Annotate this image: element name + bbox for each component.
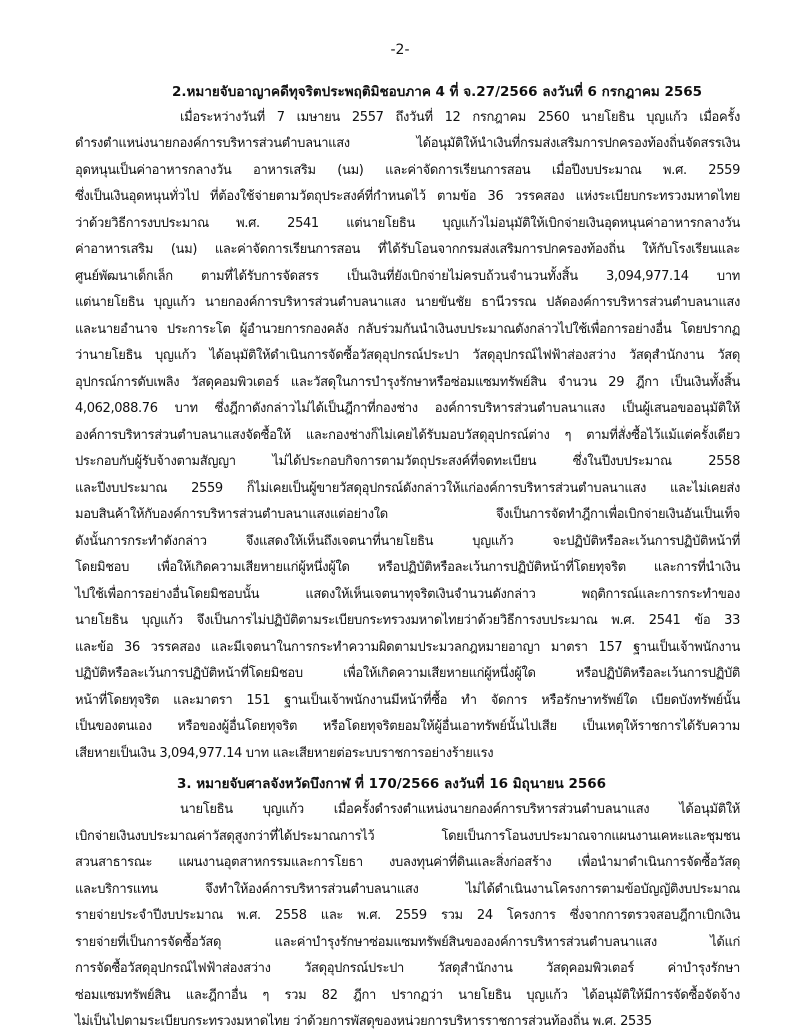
paragraph-line: อุดหนุนเป็นค่าอาหารกลางวัน อาหารเสริม (นม) และค่าจัดการเรียนการสอน เมื่อปีงบประมาณ พ.ศ. 2559 [75,163,740,178]
paragraph-line: ซึ่งเป็นเงินอุดหนุนทั่วไป ที่ต้องใช้จ่ายตามวัตถุประสงค์ที่กำหนดไว้ ตามข้อ 36 วรรคสอง แห่งระเบียบกระทรวงมหาดไทย [75,189,740,204]
paragraph-line: และข้อ 36 วรรคสอง และมีเจตนาในการกระทำความผิดตามประมวลกฎหมายอาญา มาตรา 157 ฐานเป็นเจ้าพนักงาน [75,640,740,655]
paragraph-line: ดำรงตำแหน่งนายกองค์การบริหารส่วนตำบลนาแสง ได้อนุมัติให้นำเงินที่กรมส่งเสริมการปกครองท้องถิ่นจัดสรรเงิน [75,136,740,151]
paragraph-line: เป็นของตนเอง หรือของผู้อื่นโดยทุจริต หรือโดยทุจริตยอมให้ผู้อื่นเอาทรัพย์นั้นไปเสีย เป็นเหตุให้ราชการได้รับความ [75,719,740,734]
paragraph-line: ซ่อมแซมทรัพย์สิน และฎีกาอื่น ๆ รวม 82 ฎีกา ปรากฏว่า นายโยธิน บุญแก้ว ได้อนุมัติให้มีการจัดซื้อจัดจ้าง [75,988,740,1003]
paragraph-line: 4,062,088.76 บาท ซึ่งฎีกาดังกล่าวไม่ได้เป็นฎีกาที่กองช่าง องค์การบริหารส่วนตำบลนาแสง เป็นผู้เสนอขออนุมัติให้ [75,401,740,416]
paragraph-line: มอบสินค้าให้กับองค์การบริหารส่วนตำบลนาแสงแต่อย่างใด จึงเป็นการจัดทำฎีกาเพื่อเบิกจ่ายเงินอันเป็นเท็จ [75,507,740,522]
paragraph-line: เมื่อระหว่างวันที่ 7 เมษายน 2557 ถึงวันที่ 12 กรกฎาคม 2560 นายโยธิน บุญแก้ว เมื่อครั้ง [180,110,740,125]
paragraph-line: สวนสาธารณะ แผนงานอุตสาหกรรมและการโยธา งบลงทุนค่าที่ดินและสิ่งก่อสร้าง เพื่อนำมาดำเนินการจัดซื้อวัสดุ [75,855,740,870]
paragraph-line: ปฏิบัติหรือละเว้นการปฏิบัติหน้าที่โดยมิชอบ เพื่อให้เกิดความเสียหายแก่ผู้หนึ่งผู้ใด หรือปฏิบัติหรือละเว้นการปฏิบัติ [75,666,740,681]
paragraph-line: ว่านายโยธิน บุญแก้ว ได้อนุมัติให้ดำเนินการจัดซื้อวัสดุอุปกรณ์ประปา วัสดุอุปกรณ์ไฟฟ้าส่องสว่าง วัสดุสำนักงาน วัสดุ [75,348,740,363]
section-2-heading: 2.หมายจับอาญาคดีทุจริตประพฤติมิชอบภาค 4 ที่ จ.27/2566 ลงวันที่ 6 กรกฎาคม 2565 [172,84,703,100]
paragraph-line: ประกอบกับผู้รับจ้างตามสัญญา ไม่ได้ประกอบกิจการตามวัตถุประสงค์ที่จดทะเบียน ซึ่งในปีงบประมาณ 2558 [75,454,740,469]
paragraph-line: การจัดซื้อวัสดุอุปกรณ์ไฟฟ้าส่องสว่าง วัสดุอุปกรณ์ประปา วัสดุสำนักงาน วัสดุคอมพิวเตอร์ ค่าบำรุงรักษา [75,961,740,976]
page-number: -2- [390,42,410,58]
paragraph-line: เบิกจ่ายเงินงบประมาณค่าวัสดุสูงกว่าที่ได้ประมาณการไว้ โดยเป็นการโอนงบประมาณจากแผนงานเคหะและชุมชน [75,829,740,844]
paragraph-line: และบริการแทน จึงทำให้องค์การบริหารส่วนตำบลนาแสง ไม่ได้ดำเนินงานโครงการตามข้อบัญญัติงบประมาณ [75,882,740,897]
paragraph-line: เสียหายเป็นเงิน 3,094,977.14 บาท และเสียหายต่อระบบราชการอย่างร้ายแรง [75,746,494,761]
paragraph-line: ไม่เป็นไปตามระเบียบกระทรวงมหาดไทย ว่าด้วยการพัสดุของหน่วยการบริหารราชการส่วนท้องถิ่น พ.ศ. 2535 [75,1014,652,1029]
paragraph-line: และปีงบประมาณ 2559 ก็ไม่เคยเป็นผู้ขายวัสดุอุปกรณ์ดังกล่าวให้แก่องค์การบริหารส่วนตำบลนาแสง และไม่เคยส่ง [75,481,740,496]
section-3-heading: 3. หมายจับศาลจังหวัดบึงกาฬ ที่ 170/2566 ลงวันที่ 16 มิถุนายน 2566 [177,776,607,792]
paragraph-line: นายโยธิน บุญแก้ว เมื่อครั้งดำรงตำแหน่งนายกองค์การบริหารส่วนตำบลนาแสง ได้อนุมัติให้ [180,802,740,817]
paragraph-line: โดยมิชอบ เพื่อให้เกิดความเสียหายแก่ผู้หนึ่งผู้ใด หรือปฏิบัติหรือละเว้นการปฏิบัติหน้าที่โดยทุจริต และการที่นำเงิน [75,560,740,575]
paragraph-line: แต่นายโยธิน บุญแก้ว นายกองค์การบริหารส่วนตำบลนาแสง นายขันชัย ธานีวรรณ ปลัดองค์การบริหารส่วนตำบลนาแสง [75,295,740,310]
paragraph-line: และนายอำนาจ ประการะโต ผู้อำนวยการกองคลัง กลับร่วมกันนำเงินงบประมาณดังกล่าวไปใช้เพื่อการอย่างอื่น โดยปรากฏ [75,322,740,337]
paragraph-line: ค่าอาหารเสริม (นม) และค่าจัดการเรียนการสอน ที่ได้รับโอนจากกรมส่งเสริมการปกครองท้องถิ่น ให้กับโรงเรียนและ [75,242,740,257]
paragraph-line: รายจ่ายที่เป็นการจัดซื้อวัสดุ และค่าบำรุงรักษาซ่อมแซมทรัพย์สินขององค์การบริหารส่วนตำบลนาแสง ได้แก่ [75,935,740,950]
paragraph-line: ศูนย์พัฒนาเด็กเล็ก ตามที่ได้รับการจัดสรร เป็นเงินที่ยังเบิกจ่ายไม่ครบถ้วนจำนวนทั้งสิ้น 3,094,977.14 บาท [75,269,740,284]
paragraph-line: ดังนั้นการกระทำดังกล่าว จึงแสดงให้เห็นถึงเจตนาที่นายโยธิน บุญแก้ว จะปฏิบัติหรือละเว้นการปฏิบัติหน้าที่ [75,534,740,549]
paragraph-line: ไปใช้เพื่อการอย่างอื่นโดยมิชอบนั้น แสดงให้เห็นเจตนาทุจริตเงินจำนวนดังกล่าว พฤติการณ์และการกระทำของ [75,587,740,602]
paragraph-line: อุปกรณ์การดับเพลิง วัสดุคอมพิวเตอร์ และวัสดุในการบำรุงรักษาหรือซ่อมแซมทรัพย์สิน จำนวน 29 ฎีกา เป็นเงินทั้งสิ้น [75,375,740,390]
paragraph-line: นายโยธิน บุญแก้ว จึงเป็นการไม่ปฏิบัติตามระเบียบกระทรวงมหาดไทยว่าด้วยวิธีการงบประมาณ พ.ศ. 2541 ข้อ 33 [75,613,740,628]
paragraph-line: องค์การบริหารส่วนตำบลนาแสงจัดซื้อให้ และกองช่างก็ไม่เคยได้รับมอบวัสดุอุปกรณ์ต่าง ๆ ตามที่สั่งซื้อไว้แม้แต่ครั้งเดียว [75,428,740,443]
paragraph-line: รายจ่ายประจำปีงบประมาณ พ.ศ. 2558 และ พ.ศ. 2559 รวม 24 โครงการ ซึ่งจากการตรวจสอบฎีกาเบิกเงิน [75,908,740,923]
paragraph-line: หน้าที่โดยทุจริต และมาตรา 151 ฐานเป็นเจ้าพนักงานมีหน้าที่ซื้อ ทำ จัดการ หรือรักษาทรัพย์ใด เบียดบังทรัพย์นั้น [75,693,740,708]
paragraph-line: ว่าด้วยวิธีการงบประมาณ พ.ศ. 2541 แต่นายโยธิน บุญแก้วไม่อนุมัติให้เบิกจ่ายเงินอุดหนุนค่าอาหารกลางวัน [75,216,740,231]
